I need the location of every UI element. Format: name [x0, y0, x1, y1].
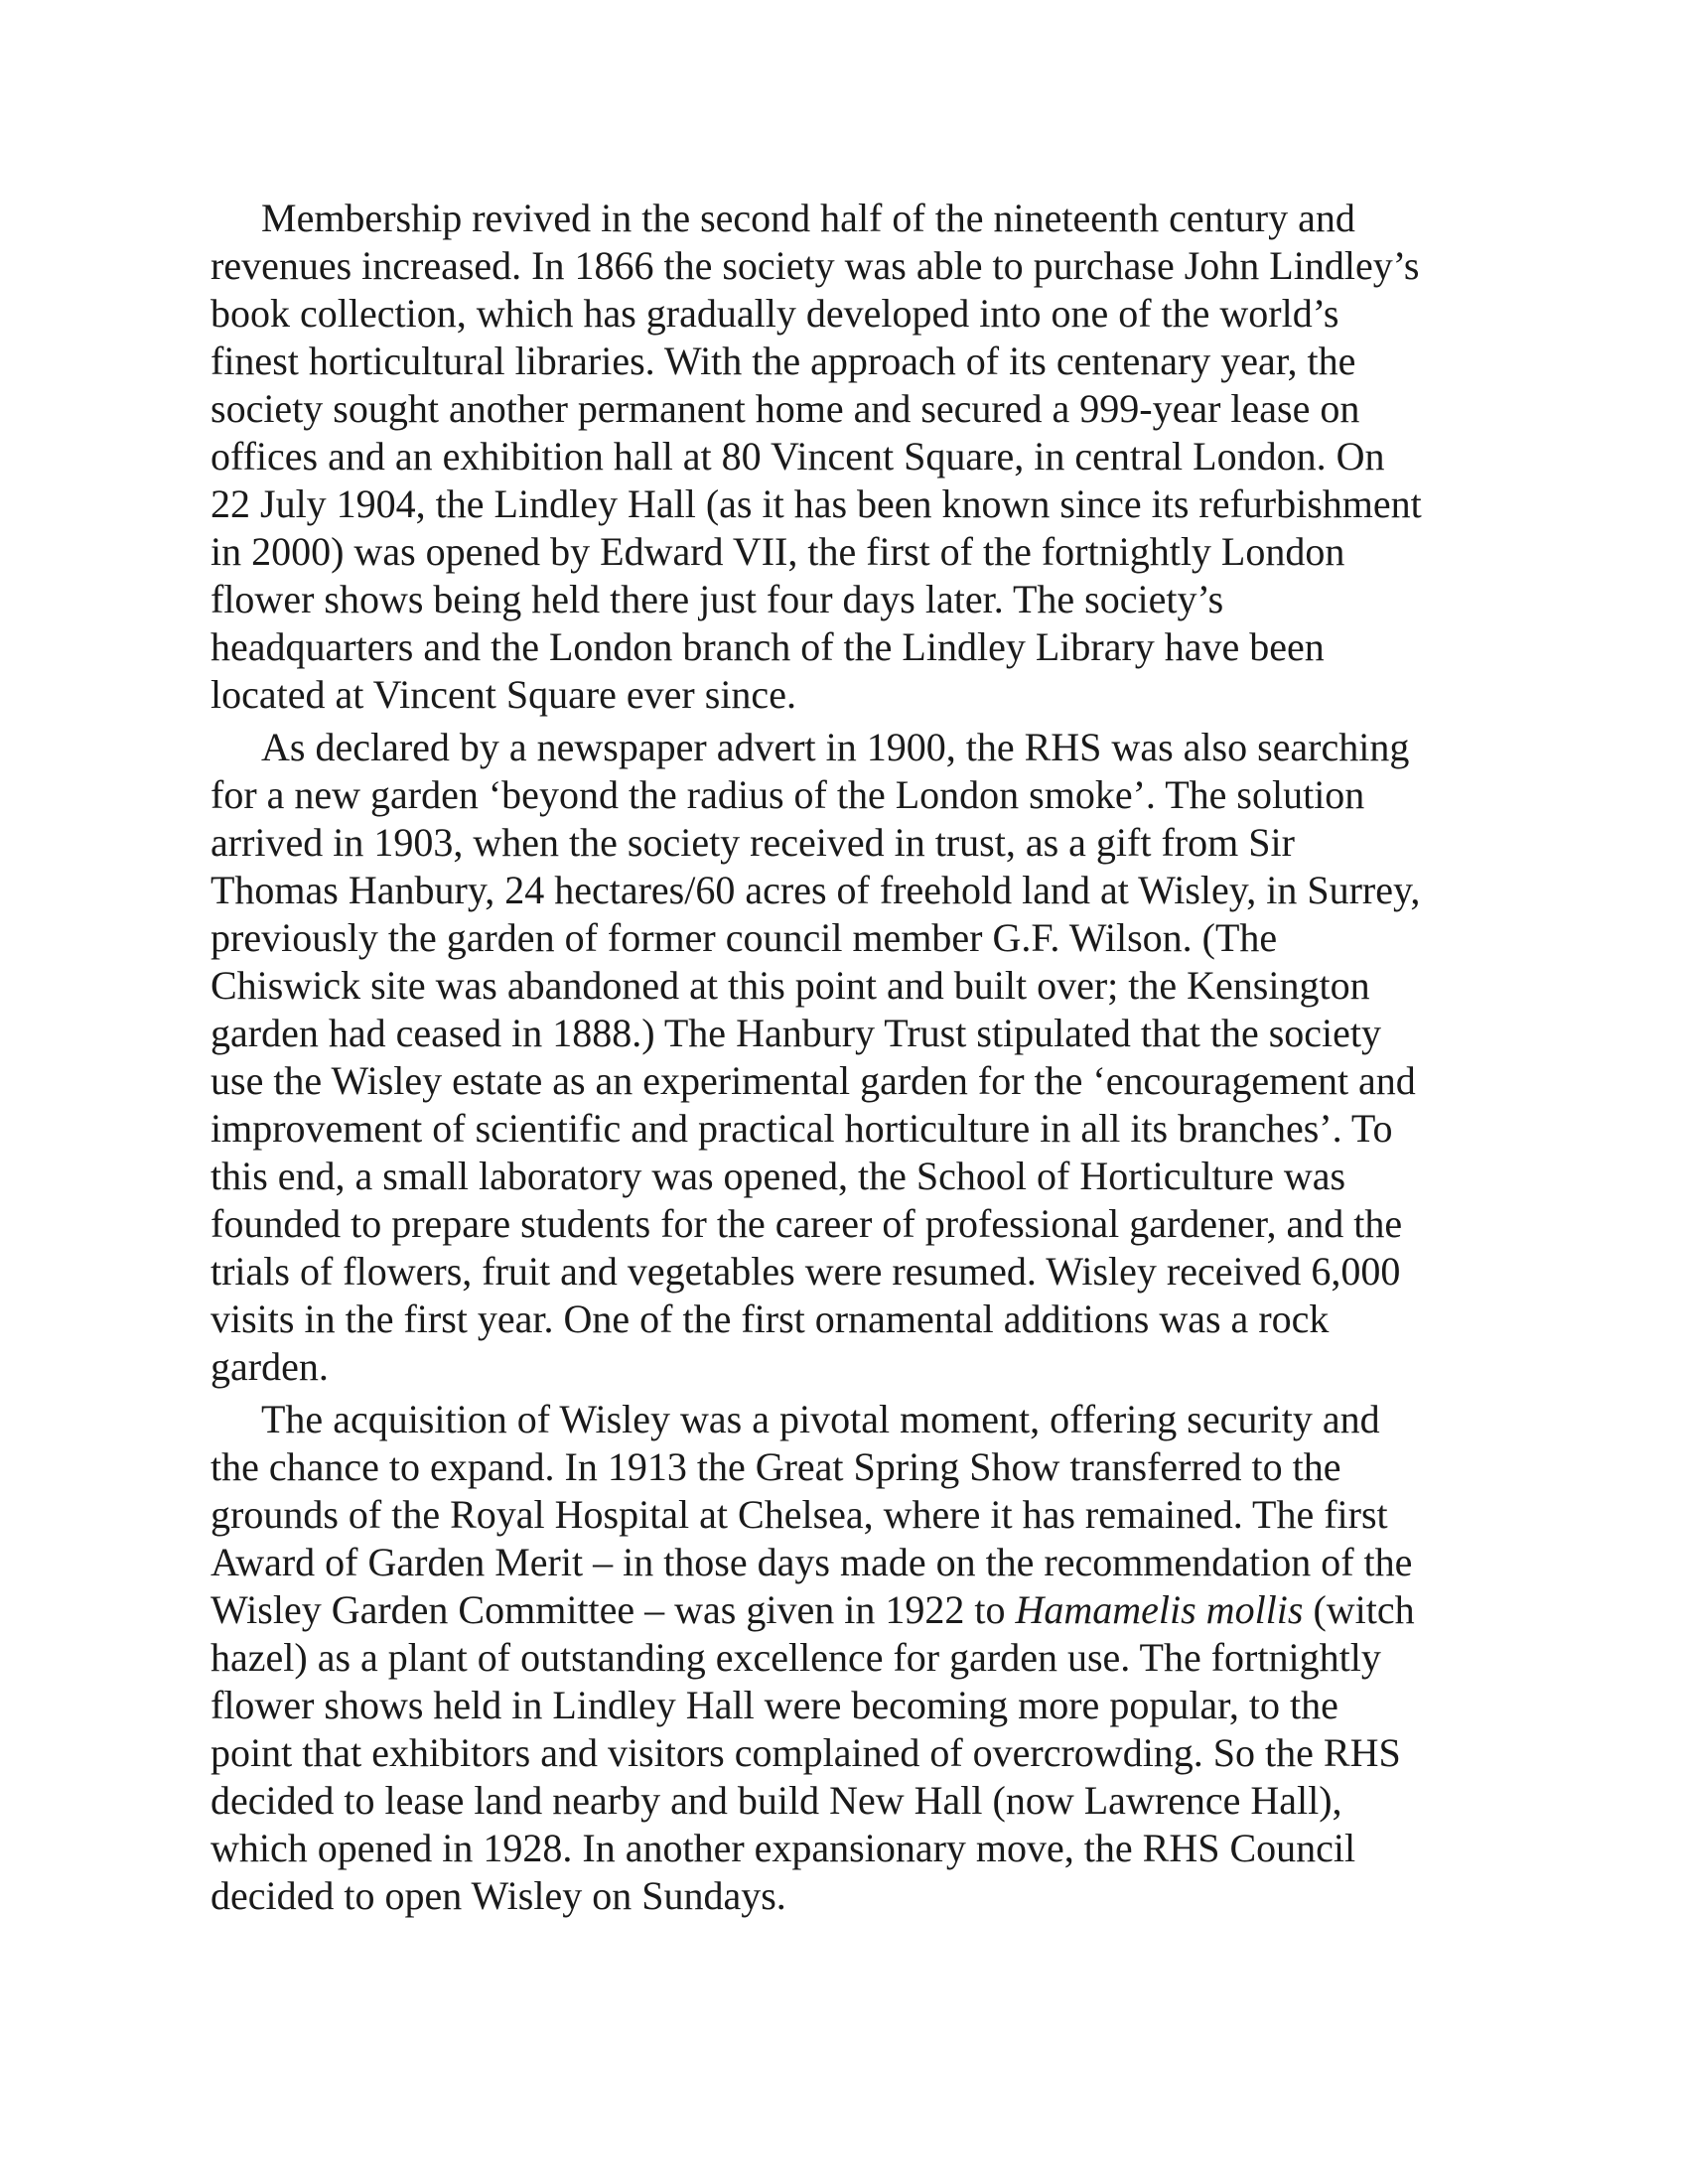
text-line: Thomas Hanbury, 24 hectares/60 acres of freehold land at Wisley, in Surrey,	[211, 868, 1421, 912]
text-line: decided to open Wisley on Sundays.	[211, 1873, 786, 1918]
text-line: headquarters and the London branch of the Lindley Library have been	[211, 624, 1325, 669]
text-line: for a new garden ‘beyond the radius of the London smoke’. The solution	[211, 772, 1365, 817]
text-line-with-italic	[211, 1586, 1491, 1634]
paragraph-wisley-garden	[211, 724, 1491, 1391]
paragraph-membership	[211, 195, 1491, 719]
text-line: use the Wisley estate as an experimental garden for the ‘encouragement and	[211, 1058, 1416, 1103]
text-line: flower shows held in Lindley Hall were becoming more popular, to the	[211, 1683, 1338, 1727]
text-run: Wisley Garden Committee – was given in 1922 to	[211, 1587, 1016, 1632]
text-line: arrived in 1903, when the society received in trust, as a gift from Sir	[211, 820, 1295, 865]
text-line: society sought another permanent home and secured a 999-year lease on	[211, 386, 1360, 431]
text-run: (witch	[1303, 1587, 1415, 1632]
text-line: previously the garden of former council member G.F. Wilson. (The	[211, 915, 1278, 960]
text-line: Chiswick site was abandoned at this point and built over; the Kensington	[211, 963, 1370, 1008]
text-line: located at Vincent Square ever since.	[211, 672, 796, 717]
text-line: improvement of scientific and practical horticulture in all its branches’. To	[211, 1106, 1393, 1151]
text-line: The acquisition of Wisley was a pivotal moment, offering security and	[261, 1397, 1380, 1441]
text-line: garden had ceased in 1888.) The Hanbury Trust stipulated that the society	[211, 1011, 1382, 1055]
text-line: in 2000) was opened by Edward VII, the first of the fortnightly London	[211, 529, 1345, 574]
text-line: this end, a small laboratory was opened, the School of Horticulture was	[211, 1154, 1346, 1198]
text-line: hazel) as a plant of outstanding excellence for garden use. The fortnightly	[211, 1635, 1381, 1680]
text-line: decided to lease land nearby and build New Hall (now Lawrence Hall),	[211, 1778, 1342, 1823]
text-line: trials of flowers, fruit and vegetables were resumed. Wisley received 6,000	[211, 1249, 1401, 1294]
text-line: Membership revived in the second half of the nineteenth century and	[261, 196, 1355, 240]
text-line: garden.	[211, 1344, 329, 1389]
text-line: point that exhibitors and visitors complained of overcrowding. So the RHS	[211, 1730, 1401, 1775]
text-line: grounds of the Royal Hospital at Chelsea, where it has remained. The first	[211, 1492, 1388, 1537]
text-line: As declared by a newspaper advert in 1900, the RHS was also searching	[261, 725, 1410, 769]
text-line: the chance to expand. In 1913 the Great Spring Show transferred to the	[211, 1444, 1341, 1489]
document-page	[211, 195, 1491, 1925]
text-line: Award of Garden Merit – in those days made on the recommendation of the	[211, 1540, 1413, 1584]
text-line: visits in the first year. One of the first ornamental additions was a rock	[211, 1297, 1330, 1341]
text-line: revenues increased. In 1866 the society was able to purchase John Lindley’s	[211, 243, 1420, 288]
text-line: which opened in 1928. In another expansionary move, the RHS Council	[211, 1826, 1356, 1870]
text-line: flower shows being held there just four days later. The society’s	[211, 577, 1224, 621]
text-line: 22 July 1904, the Lindley Hall (as it has been known since its refurbishment	[211, 481, 1422, 526]
text-line: book collection, which has gradually developed into one of the world’s	[211, 291, 1339, 336]
text-line: finest horticultural libraries. With the approach of its centenary year, the	[211, 339, 1356, 383]
plant-name-italic: Hamamelis mollis	[1015, 1587, 1304, 1632]
text-line: founded to prepare students for the career of professional gardener, and the	[211, 1201, 1403, 1246]
paragraph-acquisition	[211, 1396, 1491, 1920]
text-line: offices and an exhibition hall at 80 Vincent Square, in central London. On	[211, 434, 1385, 478]
